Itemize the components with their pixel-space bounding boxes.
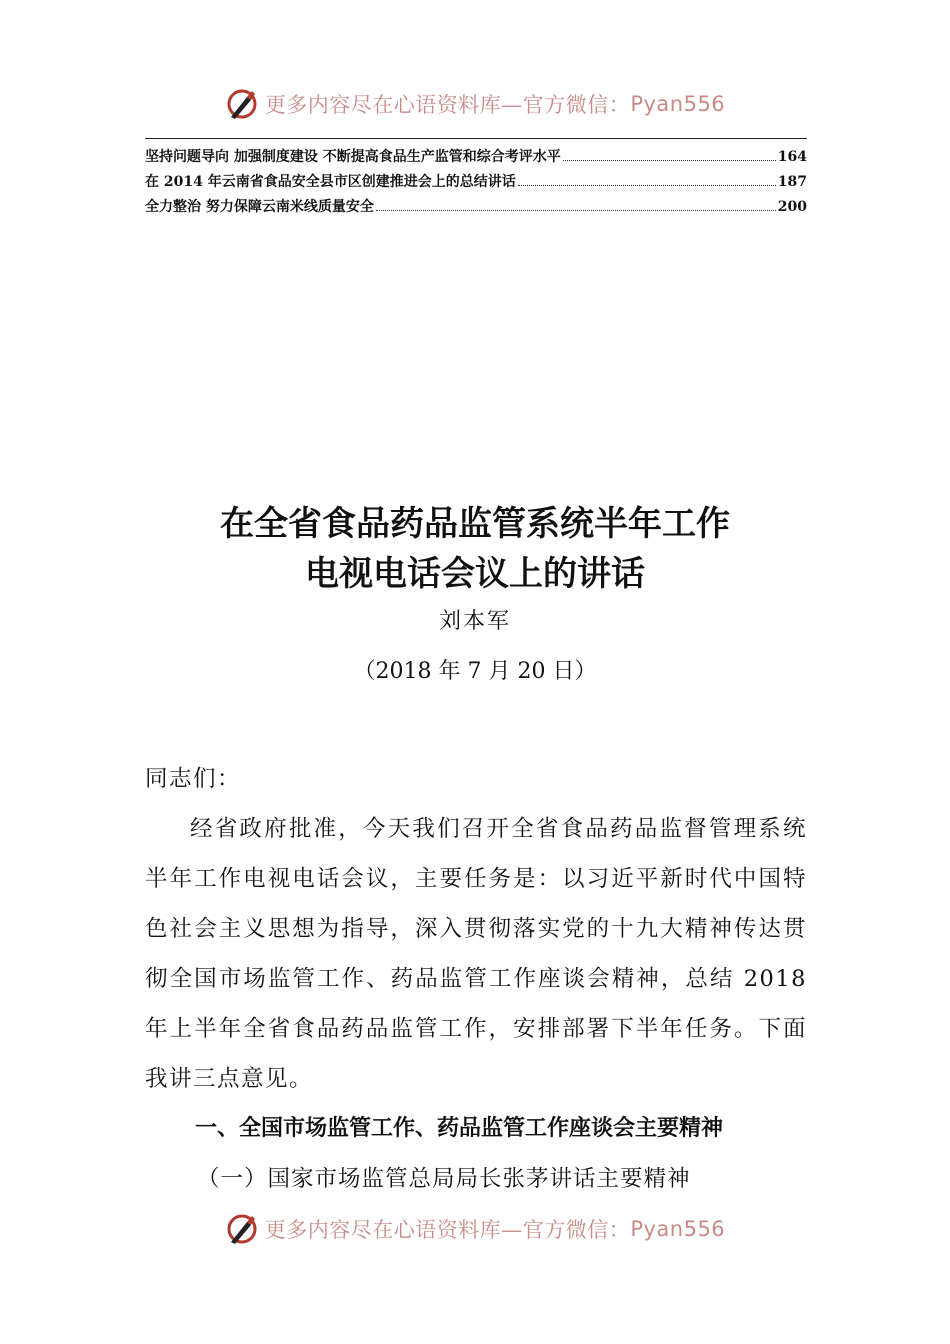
toc-entry[interactable] xyxy=(145,196,807,221)
watermark-wechat-id: Pyan556 xyxy=(630,1217,726,1241)
watermark-banner-top xyxy=(0,84,950,124)
toc-entry[interactable] xyxy=(145,146,807,171)
toc-entry-page: 200 xyxy=(777,199,807,215)
pen-logo-icon xyxy=(225,87,259,121)
toc-entry-page: 164 xyxy=(777,149,807,165)
document-author: 刘本军 xyxy=(438,609,511,634)
salutation: 同志们： xyxy=(145,766,242,792)
watermark-text: 更多内容尽在心语资料库—官方微信： xyxy=(264,1218,631,1242)
table-of-contents xyxy=(145,146,807,221)
document-title-line2: 电视电话会议上的讲话 xyxy=(305,554,645,594)
document-body xyxy=(145,754,807,1204)
pen-logo-icon xyxy=(225,1212,259,1246)
paragraph: 经省政府批准，今天我们召开全省食品药品监督管理系统半年工作电视电话会议，主要任务是：以习近平新时代中国特色社会主义思想为指导，深入贯彻落实党的十九大精神传达贯彻全国市场监管工作、药品监管工作座谈会精神，总结 2018 年上半年全省食品药品监管工作，安排部署下半年任务。下面我讲三点意见。 xyxy=(145,816,807,1092)
toc-leader-dots xyxy=(563,160,776,161)
document-title-line1: 在全省食品药品监管系统半年工作 xyxy=(220,504,730,544)
toc-entry-page: 187 xyxy=(777,174,807,190)
section-heading: 一、全国市场监管工作、药品监管工作座谈会主要精神 xyxy=(195,1116,724,1141)
toc-entry-title: 全力整治 努力保障云南米线质量安全 xyxy=(145,199,374,215)
toc-entry-title: 坚持问题导向 加强制度建设 不断提高食品生产监管和综合考评水平 xyxy=(145,149,561,165)
toc-leader-dots xyxy=(376,210,776,211)
toc-leader-dots xyxy=(518,185,776,186)
watermark-text: 更多内容尽在心语资料库—官方微信： xyxy=(264,93,631,117)
toc-entry-title: 在 2014 年云南省食品安全县市区创建推进会上的总结讲话 xyxy=(145,174,516,190)
document-date: （2018 年 7 月 20 日） xyxy=(353,659,597,684)
subsection-heading: （一）国家市场监管总局局长张茅讲话主要精神 xyxy=(197,1166,691,1192)
watermark-wechat-id: Pyan556 xyxy=(630,92,726,116)
toc-entry[interactable] xyxy=(145,171,807,196)
toc-divider xyxy=(145,138,807,139)
watermark-banner-bottom xyxy=(0,1209,950,1249)
